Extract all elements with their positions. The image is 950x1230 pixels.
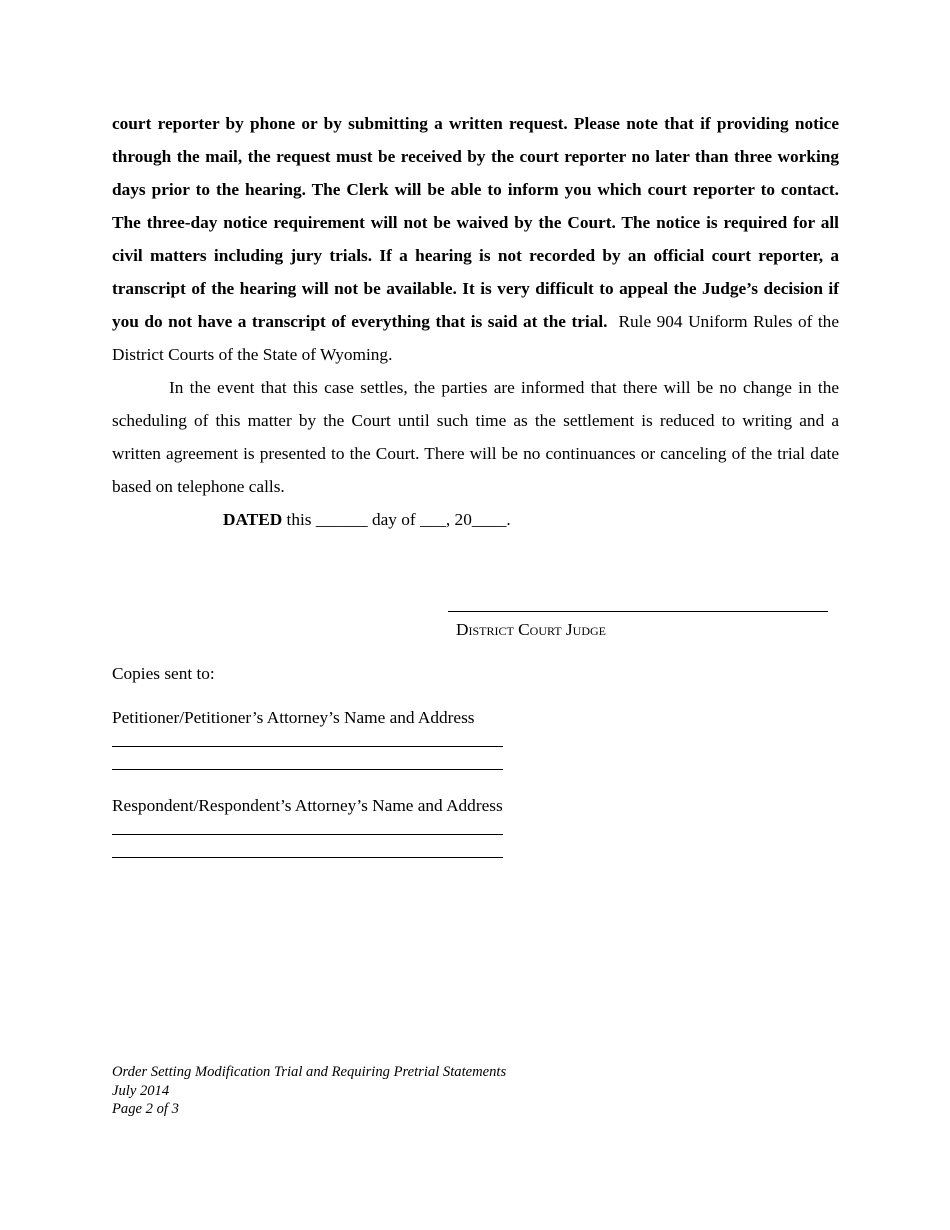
- dated-label: DATED: [223, 510, 283, 529]
- notice-rule-citation: Rule 904 Uniform Rules of the District Courts of the State of Wyoming.: [112, 312, 839, 364]
- respondent-address-line-2: [112, 857, 503, 858]
- settlement-paragraph: In the event that this case settles, the parties are informed that there will be no change in the scheduling of this matter by the Court until such time as the settlement is reduced to writing and a written agreement is presented to the Court. There will be no continuances or canceling of the trial date based on telephone calls.: [112, 378, 839, 496]
- page-footer: [112, 1063, 506, 1119]
- notice-bold-text: court reporter by phone or by submitting a written request. Please note that if providing notice through the mail, the request must be received by the court reporter no later than three working days prior to the hearing. The Clerk will be able to inform you which court reporter to contact. The three-day notice requirement will not be waived by the Court. The notice is required for all civil matters including jury trials. If a hearing is not recorded by an official court reporter, a transcript of the hearing will not be available. It is very difficult to appeal the Judge’s decision if you do not have a transcript of everything that is said at the trial.: [112, 114, 839, 331]
- petitioner-address-line-2: [112, 769, 503, 770]
- notice-paragraph: [112, 107, 839, 371]
- copies-heading: Copies sent to:: [112, 664, 215, 683]
- respondent-address-label: Respondent/Respondent’s Attorney’s Name and Address: [112, 796, 503, 815]
- footer-date: July 2014: [112, 1082, 170, 1099]
- judge-signature-line: [448, 611, 828, 612]
- respondent-address-line-1: [112, 834, 503, 835]
- dated-text: this ______ day of ___, 20____.: [286, 510, 511, 529]
- petitioner-address-line-1: [112, 746, 503, 747]
- footer-page-number: Page 2 of 3: [112, 1101, 179, 1117]
- petitioner-address-label: Petitioner/Petitioner’s Attorney’s Name and Address: [112, 708, 475, 727]
- dated-line: [223, 503, 511, 536]
- footer-title: Order Setting Modification Trial and Requiring Pretrial Statements: [112, 1064, 507, 1080]
- judge-signature-label: District Court Judge: [456, 620, 606, 639]
